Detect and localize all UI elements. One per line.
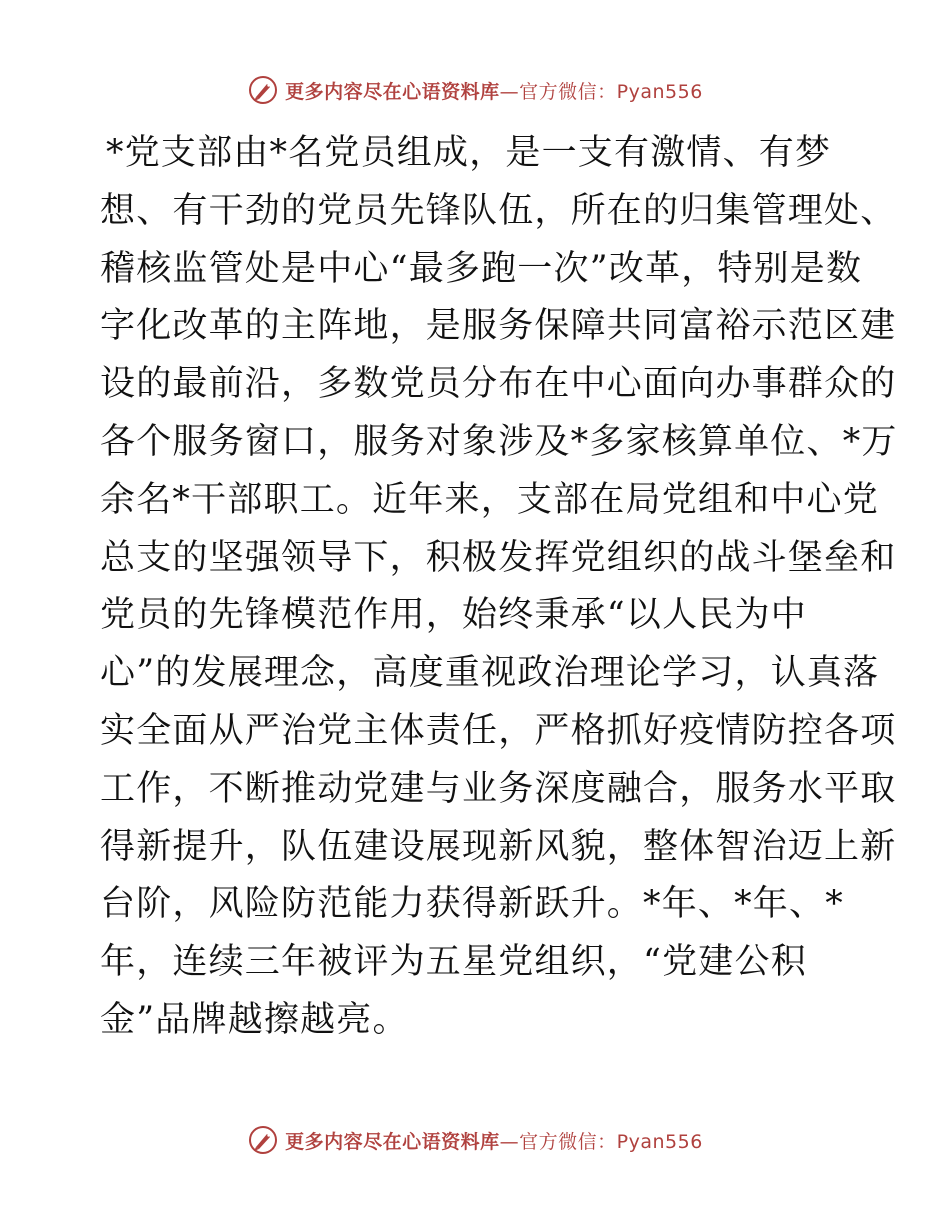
watermark-site-name: 更多内容尽在心语资料库	[285, 1130, 500, 1153]
paragraph-line: 余名*干部职工。近年来，支部在局党组和中心党	[100, 479, 879, 520]
paragraph-line: 台阶，风险防范能力获得新跃升。*年、*年、*	[100, 884, 844, 925]
watermark-wechat: 官方微信：Pyan556	[519, 1130, 703, 1153]
paragraph-line: 稽核监管处是中心“最多跑一次”改革，特别是数	[100, 248, 863, 289]
paragraph-line: 设的最前沿，多数党员分布在中心面向办事群众的	[100, 364, 897, 405]
pen-nib-logo-icon	[247, 1124, 279, 1156]
pen-nib-logo-icon	[247, 74, 279, 106]
paragraph-line: 字化改革的主阵地，是服务保障共同富裕示范区建	[100, 306, 897, 347]
paragraph-line: 想、有干劲的党员先锋队伍，所在的归集管理处、	[100, 190, 897, 231]
paragraph-line: 金”品牌越擦越亮。	[100, 999, 409, 1040]
paragraph-line: 总支的坚强领导下，积极发挥党组织的战斗堡垒和	[100, 537, 897, 578]
paragraph-line: 得新提升，队伍建设展现新风貌，整体智治迈上新	[100, 826, 897, 867]
watermark-wechat: 官方微信：Pyan556	[519, 80, 703, 103]
paragraph-line: 工作，不断推动党建与业务深度融合，服务水平取	[100, 768, 897, 809]
paragraph-line: 党员的先锋模范作用，始终秉承“以人民为中	[100, 595, 807, 636]
paragraph-line: 年，连续三年被评为五星党组织，“党建公积	[100, 942, 807, 983]
watermark-separator: —	[499, 80, 520, 103]
watermark-text	[285, 1127, 703, 1154]
watermark-separator: —	[499, 1130, 520, 1153]
paragraph-line: 心”的发展理念，高度重视政治理论学习，认真落	[100, 653, 880, 694]
watermark-text	[285, 77, 703, 104]
header-watermark	[0, 70, 950, 110]
paragraph-line: *党支部由*名党员组成，是一支有激情、有梦	[106, 133, 832, 173]
footer-watermark	[0, 1120, 950, 1160]
paragraph-line: 实全面从严治党主体责任，严格抓好疫情防控各项	[100, 710, 897, 751]
watermark-site-name: 更多内容尽在心语资料库	[285, 80, 500, 103]
document-body	[100, 125, 898, 1050]
paragraph-line: 各个服务窗口，服务对象涉及*多家核算单位、*万	[100, 421, 898, 462]
